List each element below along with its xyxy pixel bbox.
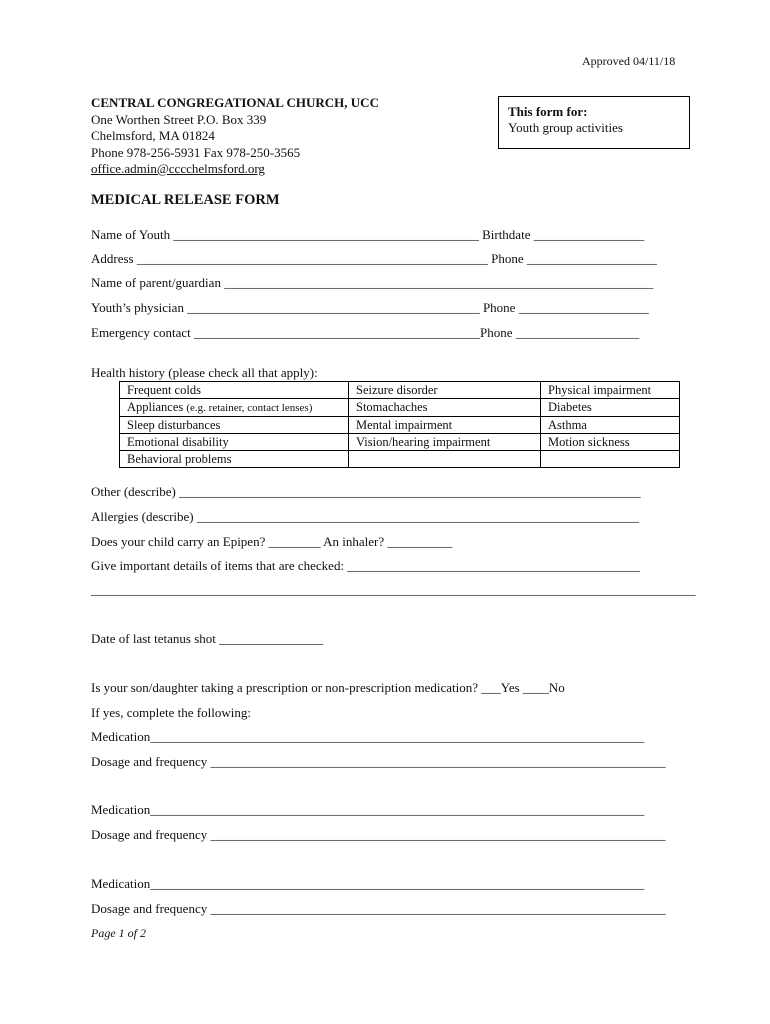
form-title: MEDICAL RELEASE FORM <box>91 192 280 208</box>
table-row <box>120 382 680 399</box>
checklist-item-appliances[interactable] <box>120 399 349 417</box>
form-for-box <box>498 96 690 149</box>
church-address-city: Chelmsford, MA 01824 <box>91 128 215 143</box>
checklist-item[interactable]: Mental impairment <box>349 417 541 434</box>
medication-field[interactable]: Medication____________________________________________________________________________ <box>91 729 645 744</box>
health-history-table <box>119 381 680 468</box>
checklist-item-empty <box>349 451 541 468</box>
checklist-item[interactable]: Emotional disability <box>120 434 349 451</box>
checklist-item[interactable]: Frequent colds <box>120 382 349 399</box>
table-row <box>120 399 680 417</box>
emergency-contact-field[interactable]: Emergency contact ____________________________________________Phone ___________________ <box>91 325 640 340</box>
page-number: Page 1 of 2 <box>91 926 146 940</box>
checklist-item[interactable]: Behavioral problems <box>120 451 349 468</box>
table-row <box>120 417 680 434</box>
checklist-item[interactable]: Sleep disturbances <box>120 417 349 434</box>
checklist-item[interactable]: Asthma <box>541 417 680 434</box>
details-continuation-line[interactable]: _____________________________________________________________________________________________ <box>91 582 696 597</box>
checklist-item[interactable]: Motion sickness <box>541 434 680 451</box>
form-for-label: This form for: <box>508 104 588 119</box>
church-email-link[interactable]: office.admin@cccchelmsford.org <box>91 161 265 176</box>
table-row <box>120 451 680 468</box>
tetanus-date-field[interactable]: Date of last tetanus shot ________________ <box>91 631 324 646</box>
allergies-field[interactable]: Allergies (describe) ____________________________________________________________________ <box>91 509 639 524</box>
if-yes-instruction: If yes, complete the following: <box>91 705 251 720</box>
appliances-note: (e.g. retainer, contact lenses) <box>186 402 313 414</box>
checklist-item[interactable]: Physical impairment <box>541 382 680 399</box>
table-row <box>120 434 680 451</box>
parent-guardian-field[interactable]: Name of parent/guardian __________________________________________________________________ <box>91 275 654 290</box>
dosage-frequency-field[interactable]: Dosage and frequency ______________________________________________________________________ <box>91 827 666 842</box>
church-phone-fax: Phone 978-256-5931 Fax 978-250-3565 <box>91 144 301 160</box>
checklist-item-label: Appliances <box>127 400 184 414</box>
dosage-frequency-field[interactable]: Dosage and frequency ______________________________________________________________________ <box>91 901 666 916</box>
checklist-item[interactable]: Diabetes <box>541 399 680 417</box>
checklist-item-empty <box>541 451 680 468</box>
checklist-item[interactable]: Vision/hearing impairment <box>349 434 541 451</box>
medication-field[interactable]: Medication____________________________________________________________________________ <box>91 876 645 891</box>
address-field[interactable]: Address ______________________________________________________ Phone ____________________ <box>91 251 657 266</box>
physician-field[interactable]: Youth’s physician _____________________________________________ Phone ____________________ <box>91 300 649 315</box>
medication-field[interactable]: Medication____________________________________________________________________________ <box>91 802 645 817</box>
epipen-inhaler-field[interactable]: Does your child carry an Epipen? ________ An inhaler? __________ <box>91 534 453 549</box>
church-name: CENTRAL CONGREGATIONAL CHURCH, UCC <box>91 95 379 110</box>
health-history-heading: Health history (please check all that apply): <box>91 365 318 380</box>
form-for-value: Youth group activities <box>508 120 623 135</box>
checklist-item[interactable]: Stomachaches <box>349 399 541 417</box>
dosage-frequency-field[interactable]: Dosage and frequency ______________________________________________________________________ <box>91 754 666 769</box>
church-address-street: One Worthen Street P.O. Box 339 <box>91 111 267 127</box>
church-header <box>91 95 379 178</box>
details-field[interactable]: Give important details of items that are checked: _____________________________________________ <box>91 558 640 573</box>
medication-question[interactable]: Is your son/daughter taking a prescription or non-prescription medication? ___Yes ____No <box>91 680 565 695</box>
name-of-youth-field[interactable]: Name of Youth _______________________________________________ Birthdate _________________ <box>91 227 645 242</box>
checklist-item[interactable]: Seizure disorder <box>349 382 541 399</box>
other-describe-field[interactable]: Other (describe) _______________________________________________________________________ <box>91 484 641 499</box>
approved-date: Approved 04/11/18 <box>582 54 676 68</box>
